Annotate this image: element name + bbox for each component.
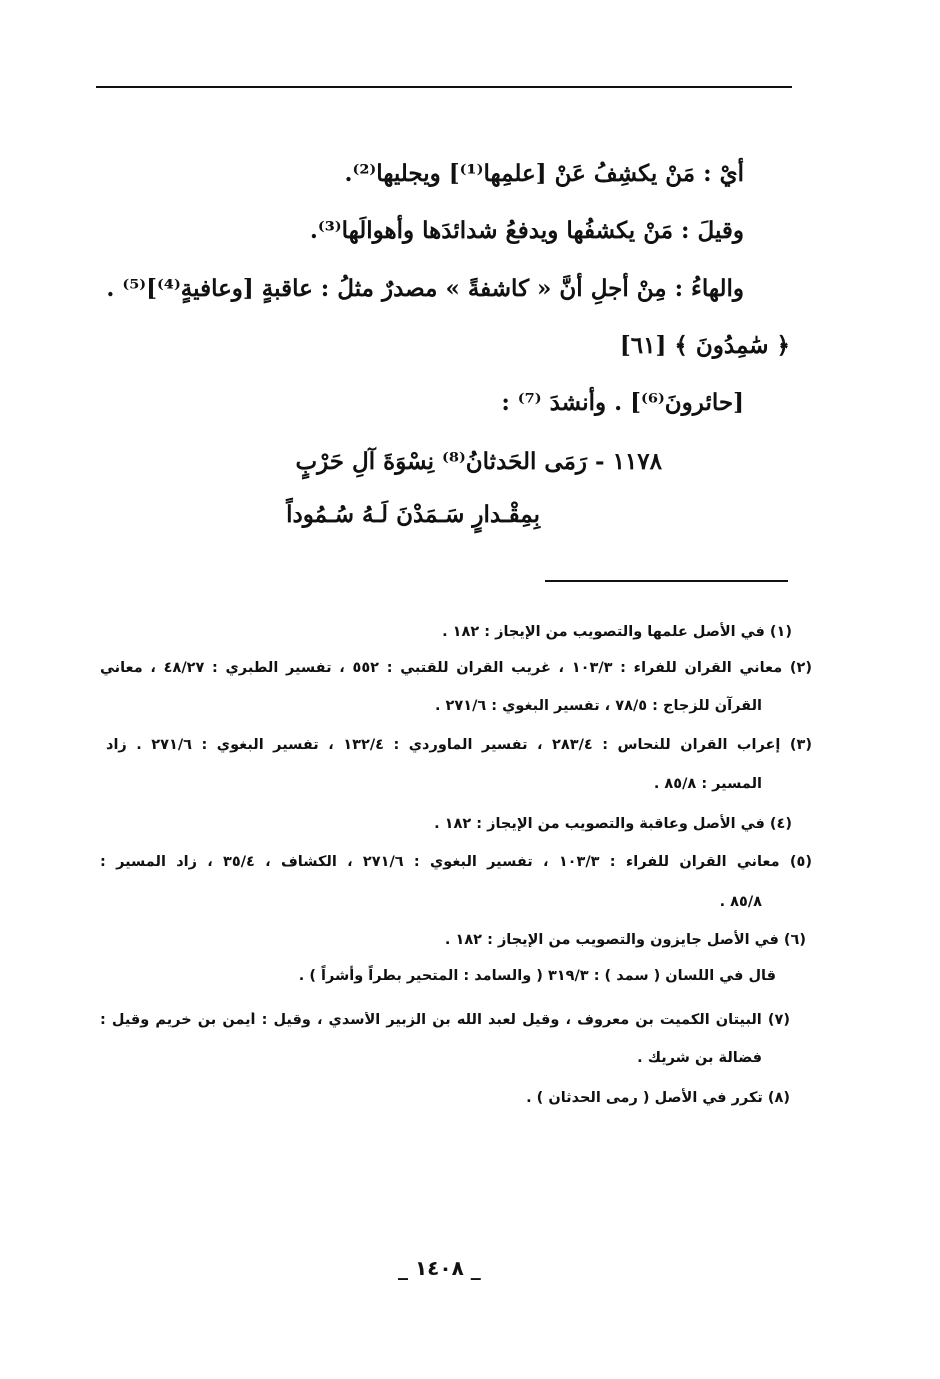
footnote-6-cont: قال في اللسان ( سمد ) : ٣١٩/٣ ( والسامد : المتحير بطراً وأشراً ) . <box>298 968 776 984</box>
footnote-5-cont: ٨٥/٨ . <box>719 894 762 910</box>
poem-verse-2: بِمِقْـدارٍ سَـمَدْنَ لَـهُ سُـمُوداً <box>286 501 540 528</box>
text-line-5: [حائرونَ⁽⁶⁾] . وأنشدَ ⁽⁷⁾ : <box>501 389 744 416</box>
footnote-1: (١) في الأصل علمها والتصويب من الإيجاز : ١٨٢ . <box>442 624 792 640</box>
footnote-6: (٦) في الأصل جايزون والتصويب من الإيجاز : ١٨٢ . <box>444 932 806 948</box>
footnote-7: (٧) البيتان الكميت بن معروف ، وقيل لعبد الله بن الزبير الأسدي ، وقيل : أيمن بن خريم وقيل : <box>100 1012 790 1028</box>
poem-verse-1: ١١٧٨ - رَمَى الحَدثانُ⁽⁸⁾ نِسْوَةَ آلِ حَرْبٍ <box>295 448 662 475</box>
text-line-3: والهاءُ : مِنْ أجلِ أنَّ « كاشفةً » مصدرٌ مثلُ : عاقبةٍ [وعافيةٍ⁽⁴⁾]⁽⁵⁾ . <box>106 275 744 302</box>
footnote-5: (٥) معاني القرآن للفراء : ١٠٣/٣ ، تفسير البغوي : ٢٧١/٦ ، الكشاف ، ٣٥/٤ ، زاد المسير : <box>100 854 812 870</box>
footnote-8: (٨) تكرر في الأصل ( رمى الحدثان ) . <box>526 1090 790 1106</box>
footnote-3: (٣) إعراب القرآن للنحاس : ٢٨٣/٤ ، تفسير الماوردي : ١٣٢/٤ ، تفسير البغوي : ٢٧١/٦ . زاد <box>106 737 812 753</box>
footnote-2-cont: القرآن للزجاج : ٧٨/٥ ، تفسير البغوي : ٢٧١/٦ . <box>434 698 762 714</box>
footnote-4: (٤) في الأصل وعاقبة والتصويب من الإيجاز : ١٨٢ . <box>434 816 792 832</box>
text-line-2: وقيلَ : مَنْ يكشفُها ويدفعُ شدائدَها وأهوالَها⁽³⁾. <box>309 217 744 244</box>
header-rule <box>96 86 792 88</box>
quran-verse: ﴿ سَٰمِدُونَ ﴾ [٦١] <box>619 332 790 359</box>
footnote-separator <box>545 580 788 582</box>
footnote-2: (٢) معاني القرآن للفراء : ١٠٣/٣ ، غريب القرآن للقتبي : ٥٥٢ ، تفسير الطبري : ٤٨/٢٧ ، معاني <box>100 660 812 676</box>
text-line-1: أيْ : مَنْ يكشِفُ عَنْ [علمِها⁽¹⁾] ويجليها⁽²⁾. <box>344 160 744 187</box>
footnote-3-cont: المسير : ٨٥/٨ . <box>653 776 762 792</box>
footnote-7-cont: فضالة بن شريك . <box>637 1050 762 1066</box>
page-number: _ ١٤٠٨ _ <box>398 1256 481 1280</box>
